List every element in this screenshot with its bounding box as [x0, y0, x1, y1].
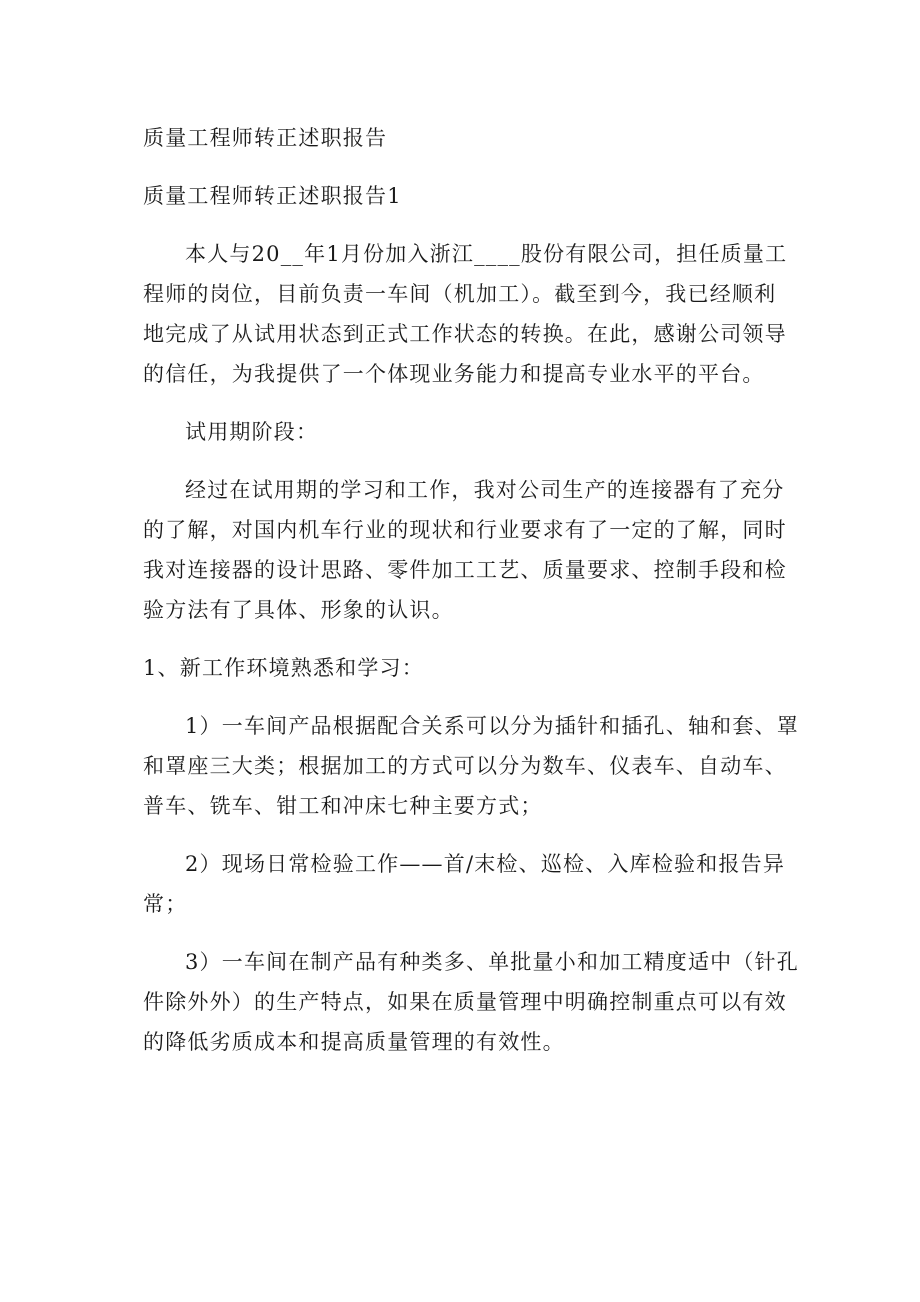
paragraph-line: 1）一车间产品根据配合关系可以分为插针和插孔、轴和套、罩 [185, 714, 799, 738]
section-heading-environment [143, 648, 783, 688]
paragraph-line: 的信任，为我提供了一个体现业务能力和提高专业水平的平台。 [143, 362, 765, 386]
list-item-1 [143, 706, 799, 826]
paragraph-line: 程师的岗位，目前负责一车间（机加工）。截至到今，我已经顺利 [143, 282, 777, 306]
paragraph-line: 件除外外）的生产特点，如果在质量管理中明确控制重点可以有效 [143, 990, 787, 1014]
paragraph-line: 和罩座三大类；根据加工的方式可以分为数车、仪表车、自动车、 [143, 754, 787, 778]
paragraph-line: 1、新工作环境熟悉和学习： [143, 656, 424, 680]
document-title: 质量工程师转正述职报告 [143, 126, 388, 150]
paragraph-line: 地完成了从试用状态到正式工作状态的转换。在此，感谢公司领导 [143, 322, 787, 346]
paragraph-probation-summary [143, 470, 787, 630]
paragraph-line: 3）一车间在制产品有种类多、单批量小和加工精度适中（针孔 [185, 950, 799, 974]
paragraph-line: 经过在试用期的学习和工作，我对公司生产的连接器有了充分 [185, 478, 785, 502]
paragraph-line: 的降低劣质成本和提高质量管理的有效性。 [143, 1030, 565, 1054]
paragraph-line: 我对连接器的设计思路、零件加工工艺、质量要求、控制手段和检 [143, 558, 787, 582]
document-body [143, 118, 799, 1080]
paragraph-intro [143, 234, 788, 394]
paragraph-line: 的了解，对国内机车行业的现状和行业要求有了一定的了解，同时 [143, 518, 787, 542]
paragraph-line: 验方法有了具体、形象的认识。 [143, 598, 454, 622]
paragraph-line: 试用期阶段： [185, 420, 319, 444]
paragraph-line: 2）现场日常检验工作——首/末检、巡检、入库检验和报告异 [185, 852, 786, 876]
list-item-2 [143, 844, 786, 924]
document-subtitle: 质量工程师转正述职报告1 [143, 184, 402, 208]
section-heading-probation [143, 412, 783, 452]
list-item-3 [143, 942, 799, 1062]
paragraph-line: 常； [143, 892, 188, 916]
paragraph-line: 普车、铣车、钳工和冲床七种主要方式； [143, 794, 543, 818]
paragraph-line: 本人与20__年1月份加入浙江____股份有限公司，担任质量工 [185, 242, 788, 266]
